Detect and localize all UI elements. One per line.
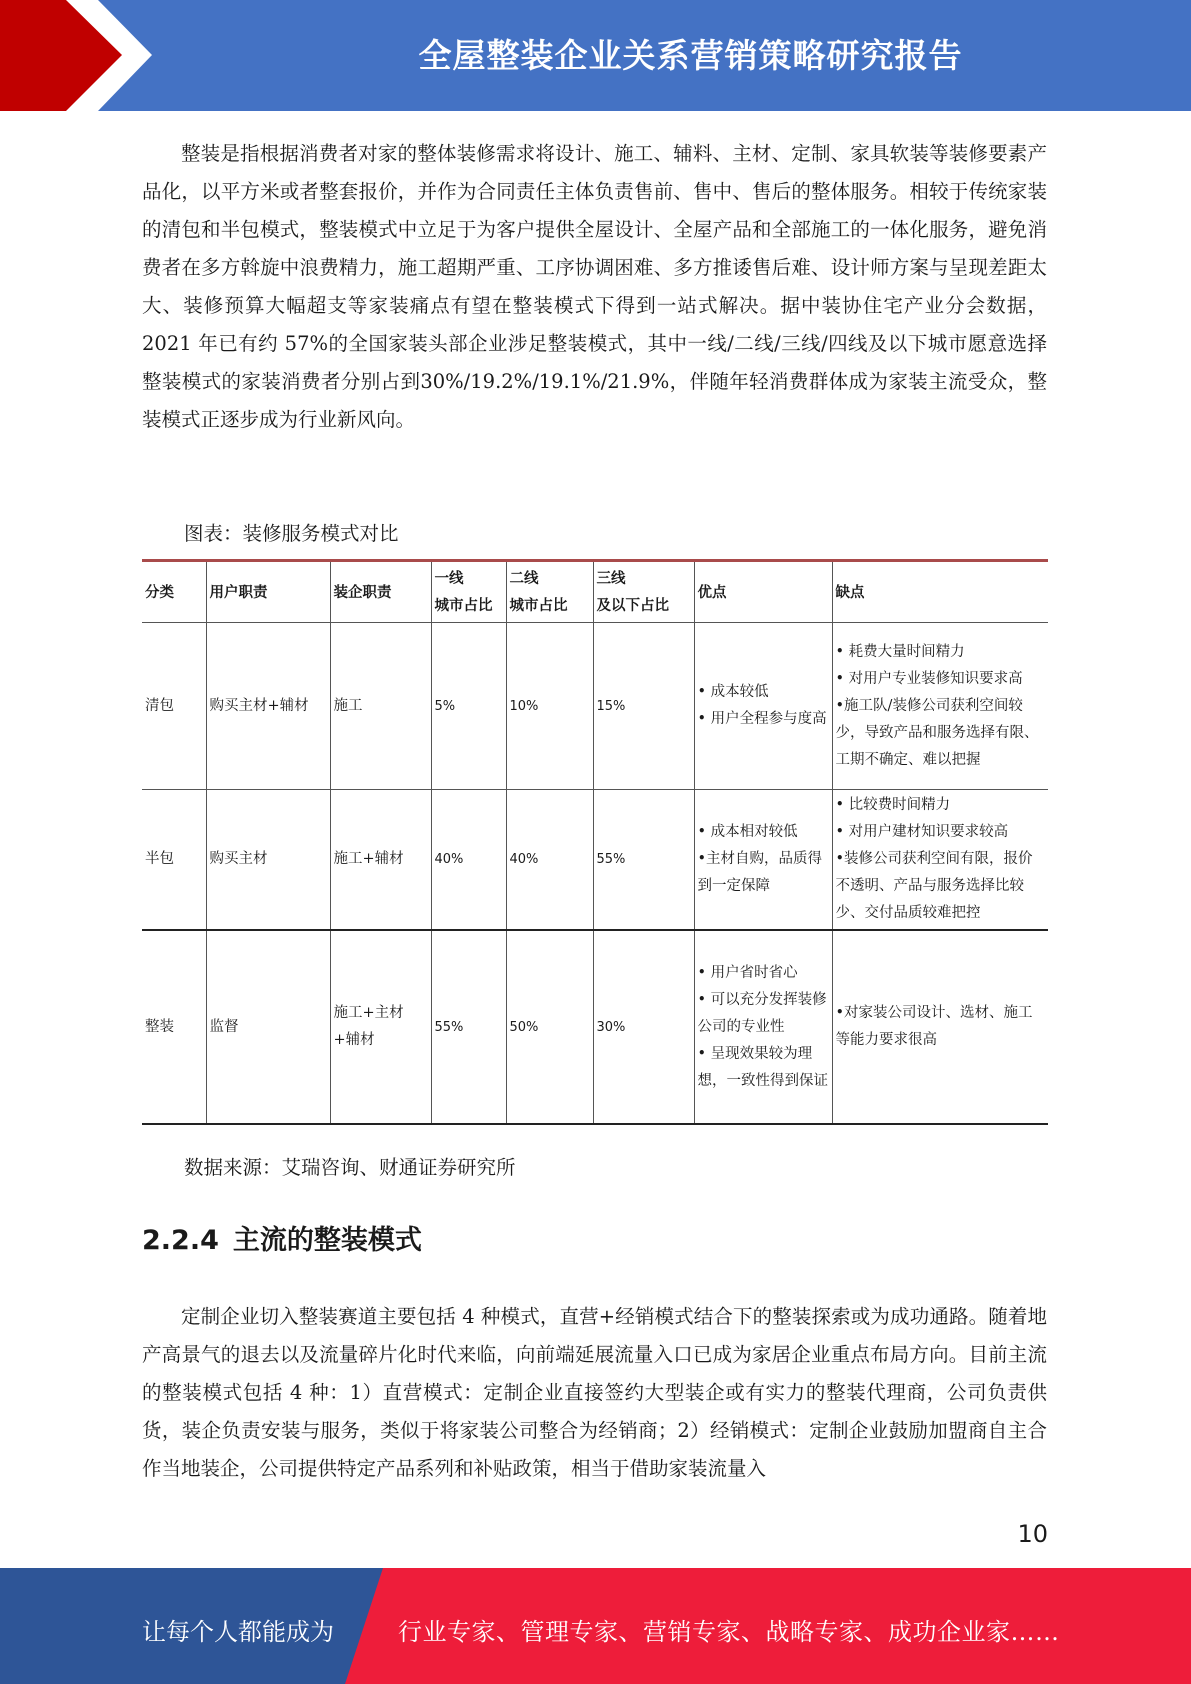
report-title: 全屋整装企业关系营销策略研究报告 <box>418 36 963 75</box>
footer-slogan-right: 行业专家、管理专家、营销专家、战略专家、成功企业家…… <box>398 1618 1060 1646</box>
row-tier3: 15% <box>593 623 694 790</box>
header-tier2: 二线 城市占比 <box>506 562 593 623</box>
page-number: 10 <box>1017 1520 1048 1548</box>
row-cons: • 比较费时间精力 • 对用户建材知识要求较高 •装修公司获利空间有限，报价不透明、产品与服务选择比较少、交付品质较难把控 <box>832 790 1048 931</box>
row-user-duty: 购买主材+辅材 <box>206 623 330 790</box>
table-caption: 图表：装修服务模式对比 <box>184 522 399 545</box>
table-row <box>142 930 1048 1124</box>
header-category: 分类 <box>142 562 206 623</box>
body-paragraph: 定制企业切入整装赛道主要包括 4 种模式，直营+经销模式结合下的整装探索或为成功通路。随着地产高景气的退去以及流量碎片化时代来临，向前端延展流量入口已成为家居企业重点布局方向。目前主流的整装模式包括 4 种：1）直营模式：定制企业直接签约大型装企或有实力的整装代理商，公司负责供货，装企负责安装与服务，类似于将家装公司整合为经销商；2）经销模式：定制企业鼓励加盟商自主合作当地装企，公司提供特定产品系列和补贴政策，相当于借助家装流量入 <box>142 1305 1047 1480</box>
section-heading <box>142 1218 422 1257</box>
page-footer <box>0 1568 1191 1684</box>
row-pros: • 成本相对较低 •主材自购，品质得到一定保障 <box>694 790 832 931</box>
row-category: 清包 <box>142 623 206 790</box>
comparison-table <box>142 559 1048 1125</box>
header-chevron-decoration <box>0 0 170 111</box>
row-tier3: 55% <box>593 790 694 931</box>
row-category: 整装 <box>142 930 206 1124</box>
row-tier1: 40% <box>431 790 506 931</box>
header-tier1: 一线 城市占比 <box>431 562 506 623</box>
row-tier1: 55% <box>431 930 506 1124</box>
row-tier2: 10% <box>506 623 593 790</box>
footer-slogan-left: 让每个人都能成为 <box>142 1618 334 1646</box>
header-firm-duty: 装企职责 <box>330 562 431 623</box>
section-title: 主流的整装模式 <box>232 1225 422 1256</box>
row-pros: • 用户省时省心 • 可以充分发挥装修公司的专业性 • 呈现效果较为理想，一致性得到保证 <box>694 930 832 1124</box>
row-firm-duty: 施工 <box>330 623 431 790</box>
section-number: 2.2.4 <box>142 1225 219 1256</box>
row-category: 半包 <box>142 790 206 931</box>
row-cons: •对家装公司设计、选材、施工等能力要求很高 <box>832 930 1048 1124</box>
header-pros: 优点 <box>694 562 832 623</box>
row-tier2: 50% <box>506 930 593 1124</box>
row-firm-duty: 施工+辅材 <box>330 790 431 931</box>
data-source: 数据来源：艾瑞咨询、财通证券研究所 <box>184 1156 516 1179</box>
row-tier1: 5% <box>431 623 506 790</box>
row-tier2: 40% <box>506 790 593 931</box>
row-firm-duty: 施工+主材+辅材 <box>330 930 431 1124</box>
row-user-duty: 监督 <box>206 930 330 1124</box>
header-tier3: 三线 及以下占比 <box>593 562 694 623</box>
header-cons: 缺点 <box>832 562 1048 623</box>
row-user-duty: 购买主材 <box>206 790 330 931</box>
row-tier3: 30% <box>593 930 694 1124</box>
row-pros: • 成本较低 • 用户全程参与度高 <box>694 623 832 790</box>
table-row <box>142 623 1048 790</box>
intro-paragraph: 整装是指根据消费者对家的整体装修需求将设计、施工、辅料、主材、定制、家具软装等装修要素产品化，以平方米或者整套报价，并作为合同责任主体负责售前、售中、售后的整体服务。相较于传统家装的清包和半包模式，整装模式中立足于为客户提供全屋设计、全屋产品和全部施工的一体化服务，避免消费者在多方斡旋中浪费精力，施工超期严重、工序协调困难、多方推诿售后难、设计师方案与呈现差距太大、装修预算大幅超支等家装痛点有望在整装模式下得到一站式解决。据中装协住宅产业分会数据，2021 年已有约 57%的全国家装头部企业涉足整装模式，其中一线/二线/三线/四线及以下城市愿意选择整装模式的家装消费者分别占到30%/19.2%/19.1%/21.9%，伴随年轻消费群体成为家装主流受众，整装模式正逐步成为行业新风向。 <box>142 142 1047 431</box>
row-cons: • 耗费大量时间精力 • 对用户专业装修知识要求高 •施工队/装修公司获利空间较少，导致产品和服务选择有限、工期不确定、难以把握 <box>832 623 1048 790</box>
page-header <box>0 0 1191 111</box>
table-row <box>142 790 1048 931</box>
header-user-duty: 用户职责 <box>206 562 330 623</box>
table-header-row <box>142 562 1048 623</box>
